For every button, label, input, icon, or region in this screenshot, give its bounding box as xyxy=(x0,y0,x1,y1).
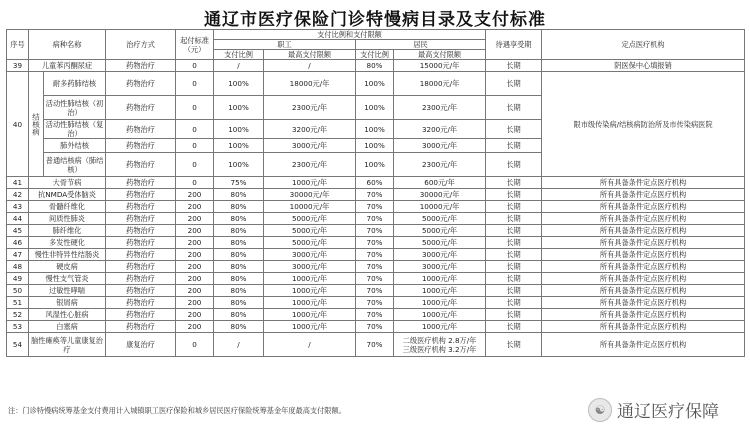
cell-emp-limit: 1000元/年 xyxy=(264,177,356,189)
header-disease: 病种名称 xyxy=(29,30,106,60)
cell-res-limit: 2300元/年 xyxy=(394,153,486,177)
cell-no: 48 xyxy=(7,261,29,273)
cell-disease: 银屑病 xyxy=(29,297,106,309)
cell-threshold: 200 xyxy=(176,213,214,225)
cell-disease: 耐多药肺结核 xyxy=(44,72,106,96)
cell-res-ratio: 60% xyxy=(356,177,394,189)
cell-disease: 肺外结核 xyxy=(44,139,106,153)
cell-res-ratio: 100% xyxy=(356,139,394,153)
cell-disease: 抗NMDA受体脑炎 xyxy=(29,189,106,201)
cell-institution: 所有具备条件定点医疗机构 xyxy=(542,201,745,213)
cell-period: 长期 xyxy=(486,201,542,213)
cell-emp-limit: 18000元/年 xyxy=(264,72,356,96)
cell-no: 39 xyxy=(7,60,29,72)
header-pay-group: 支付比例和支付限额 xyxy=(214,30,486,40)
cell-res-limit: 18000元/年 xyxy=(394,72,486,96)
cell-emp-limit: / xyxy=(264,60,356,72)
cell-threshold: 200 xyxy=(176,285,214,297)
cell-res-limit: 600元/年 xyxy=(394,177,486,189)
table-row xyxy=(7,237,745,249)
cell-disease: 慢性非特异性结肠炎 xyxy=(29,249,106,261)
cell-emp-limit: 10000元/年 xyxy=(264,201,356,213)
cell-method: 药物治疗 xyxy=(106,72,176,96)
cell-res-limit: 3000元/年 xyxy=(394,261,486,273)
cell-res-ratio: 70% xyxy=(356,237,394,249)
cell-no: 46 xyxy=(7,237,29,249)
cell-no: 49 xyxy=(7,273,29,285)
cell-emp-ratio: 80% xyxy=(214,273,264,285)
cell-method: 康复治疗 xyxy=(106,333,176,357)
cell-institution: 所有具备条件定点医疗机构 xyxy=(542,237,745,249)
table-row xyxy=(7,213,745,225)
cell-emp-ratio: 100% xyxy=(214,120,264,139)
cell-emp-ratio: 80% xyxy=(214,225,264,237)
cell-institution: 所有具备条件定点医疗机构 xyxy=(542,273,745,285)
cell-method: 药物治疗 xyxy=(106,201,176,213)
header-res-ratio: 支付比例 xyxy=(356,50,394,60)
cell-threshold: 200 xyxy=(176,249,214,261)
cell-disease: 脑性瘫痪等儿童康复治疗 xyxy=(29,333,106,357)
cell-method: 药物治疗 xyxy=(106,189,176,201)
cell-period: 长期 xyxy=(486,225,542,237)
cell-period: 长期 xyxy=(486,177,542,189)
cell-res-ratio: 70% xyxy=(356,333,394,357)
cell-period: 长期 xyxy=(486,285,542,297)
cell-threshold: 0 xyxy=(176,177,214,189)
cell-res-ratio: 100% xyxy=(356,96,394,120)
table-row xyxy=(7,225,745,237)
cell-emp-ratio: 80% xyxy=(214,249,264,261)
table-row xyxy=(7,177,745,189)
table-row xyxy=(7,285,745,297)
table-row xyxy=(7,309,745,321)
cell-res-ratio: 100% xyxy=(356,72,394,96)
cell-threshold: 0 xyxy=(176,153,214,177)
header-employee: 职工 xyxy=(214,40,356,50)
cell-emp-ratio: 75% xyxy=(214,177,264,189)
cell-emp-limit: / xyxy=(264,333,356,357)
header-resident: 居民 xyxy=(356,40,486,50)
cell-no: 54 xyxy=(7,333,29,357)
cell-institution: 所有具备条件定点医疗机构 xyxy=(542,285,745,297)
cell-disease: 多发性硬化 xyxy=(29,237,106,249)
cell-res-limit: 1000元/年 xyxy=(394,321,486,333)
cell-res-limit: 5000元/年 xyxy=(394,213,486,225)
cell-res-ratio: 100% xyxy=(356,153,394,177)
cell-period: 长期 xyxy=(486,60,542,72)
cell-threshold: 200 xyxy=(176,321,214,333)
cell-res-ratio: 80% xyxy=(356,60,394,72)
footnote: 注：门诊特慢病统筹基金支付费用计入城镇职工医疗保险和城乡居民医疗保险统筹基金年度最高支付限额。 xyxy=(8,406,346,415)
cell-threshold: 0 xyxy=(176,96,214,120)
cell-emp-ratio: 100% xyxy=(214,72,264,96)
cell-res-ratio: 70% xyxy=(356,249,394,261)
header-method: 治疗方式 xyxy=(106,30,176,60)
cell-disease: 普通结核病（肺结核） xyxy=(44,153,106,177)
cell-emp-limit: 1000元/年 xyxy=(264,309,356,321)
cell-institution: 所有具备条件定点医疗机构 xyxy=(542,261,745,273)
cell-disease: 儿童苯丙酮尿症 xyxy=(29,60,106,72)
table-row xyxy=(7,333,745,357)
cell-emp-limit: 3000元/年 xyxy=(264,261,356,273)
cell-emp-limit: 30000元/年 xyxy=(264,189,356,201)
cell-threshold: 200 xyxy=(176,201,214,213)
cell-threshold: 0 xyxy=(176,60,214,72)
cell-emp-limit: 1000元/年 xyxy=(264,297,356,309)
cell-threshold: 200 xyxy=(176,309,214,321)
cell-no: 45 xyxy=(7,225,29,237)
cell-emp-ratio: 80% xyxy=(214,201,264,213)
cell-threshold: 200 xyxy=(176,237,214,249)
table-row xyxy=(7,321,745,333)
cell-disease: 过敏性哮喘 xyxy=(29,285,106,297)
cell-method: 药物治疗 xyxy=(106,153,176,177)
cell-res-limit xyxy=(394,333,486,357)
cell-institution: 所有具备条件定点医疗机构 xyxy=(542,177,745,189)
cell-res-limit: 5000元/年 xyxy=(394,225,486,237)
cell-no: 42 xyxy=(7,189,29,201)
cell-threshold: 0 xyxy=(176,139,214,153)
cell-res-limit: 30000元/年 xyxy=(394,189,486,201)
header-period: 待遇享受期 xyxy=(486,30,542,60)
cell-res-limit: 5000元/年 xyxy=(394,237,486,249)
cell-disease: 硬皮病 xyxy=(29,261,106,273)
cell-emp-ratio: 80% xyxy=(214,309,264,321)
cell-emp-limit: 1000元/年 xyxy=(264,285,356,297)
cell-method: 药物治疗 xyxy=(106,60,176,72)
cell-method: 药物治疗 xyxy=(106,261,176,273)
cell-threshold: 200 xyxy=(176,261,214,273)
cell-no: 53 xyxy=(7,321,29,333)
cell-res-ratio: 70% xyxy=(356,213,394,225)
table-row xyxy=(7,189,745,201)
cell-res-ratio: 70% xyxy=(356,189,394,201)
cell-method: 药物治疗 xyxy=(106,237,176,249)
table-row xyxy=(7,201,745,213)
cell-institution: 所有具备条件定点医疗机构 xyxy=(542,189,745,201)
res-limit-line-1: 二级医疗机构 2.8万/年 xyxy=(402,335,477,345)
cell-disease: 肺纤维化 xyxy=(29,225,106,237)
cell-emp-ratio: 100% xyxy=(214,139,264,153)
cell-period: 长期 xyxy=(486,213,542,225)
cell-period: 长期 xyxy=(486,139,542,153)
cell-method: 药物治疗 xyxy=(106,297,176,309)
cell-res-ratio: 70% xyxy=(356,297,394,309)
cell-emp-ratio: 100% xyxy=(214,96,264,120)
cell-emp-limit: 3000元/年 xyxy=(264,249,356,261)
cell-threshold: 0 xyxy=(176,333,214,357)
cell-institution: 所有具备条件定点医疗机构 xyxy=(542,309,745,321)
cell-res-limit: 3000元/年 xyxy=(394,249,486,261)
cell-emp-limit: 3200元/年 xyxy=(264,120,356,139)
cell-threshold: 200 xyxy=(176,273,214,285)
header-threshold: 起付标准（元） xyxy=(176,30,214,60)
cell-group-label: 结核病 xyxy=(29,72,44,177)
cell-method: 药物治疗 xyxy=(106,96,176,120)
cell-period: 长期 xyxy=(486,273,542,285)
cell-method: 药物治疗 xyxy=(106,177,176,189)
cell-res-limit: 3000元/年 xyxy=(394,139,486,153)
cell-res-ratio: 70% xyxy=(356,321,394,333)
cell-period: 长期 xyxy=(486,333,542,357)
cell-institution: 所有具备条件定点医疗机构 xyxy=(542,249,745,261)
header-emp-ratio: 支付比例 xyxy=(214,50,264,60)
cell-emp-limit: 2300元/年 xyxy=(264,96,356,120)
cell-institution: 限市级传染病/结核病防治所及市传染病医院 xyxy=(542,72,745,177)
header-institution: 定点医疗机构 xyxy=(542,30,745,60)
cell-res-ratio: 70% xyxy=(356,273,394,285)
cell-res-limit: 1000元/年 xyxy=(394,273,486,285)
header-res-limit: 最高支付限额 xyxy=(394,50,486,60)
cell-emp-limit: 1000元/年 xyxy=(264,321,356,333)
watermark xyxy=(588,397,719,422)
cell-no: 41 xyxy=(7,177,29,189)
cell-res-limit: 1000元/年 xyxy=(394,285,486,297)
cell-no: 51 xyxy=(7,297,29,309)
cell-emp-ratio: 80% xyxy=(214,321,264,333)
cell-period: 长期 xyxy=(486,237,542,249)
cell-method: 药物治疗 xyxy=(106,273,176,285)
cell-method: 药物治疗 xyxy=(106,225,176,237)
cell-period: 长期 xyxy=(486,321,542,333)
cell-emp-limit: 5000元/年 xyxy=(264,225,356,237)
cell-res-ratio: 70% xyxy=(356,261,394,273)
cell-threshold: 200 xyxy=(176,189,214,201)
table-row xyxy=(7,249,745,261)
cell-method: 药物治疗 xyxy=(106,309,176,321)
cell-emp-limit: 3000元/年 xyxy=(264,139,356,153)
cell-method: 药物治疗 xyxy=(106,249,176,261)
cell-institution: 阴医保中心填报销 xyxy=(542,60,745,72)
table-row xyxy=(7,72,745,96)
table-row xyxy=(7,273,745,285)
cell-emp-ratio: 80% xyxy=(214,213,264,225)
cell-disease: 大骨节病 xyxy=(29,177,106,189)
res-limit-line-2: 三级医疗机构 3.2万/年 xyxy=(402,344,477,354)
catalog-table xyxy=(6,29,745,357)
table-row xyxy=(7,261,745,273)
cell-emp-ratio: 100% xyxy=(214,153,264,177)
cell-period: 长期 xyxy=(486,189,542,201)
cell-disease: 骨髓纤维化 xyxy=(29,201,106,213)
cell-method: 药物治疗 xyxy=(106,120,176,139)
cell-disease: 白塞病 xyxy=(29,321,106,333)
cell-threshold: 200 xyxy=(176,297,214,309)
table-row xyxy=(7,60,745,72)
table-row xyxy=(7,297,745,309)
cell-disease: 慢性支气管炎 xyxy=(29,273,106,285)
cell-res-limit: 2300元/年 xyxy=(394,96,486,120)
cell-period: 长期 xyxy=(486,249,542,261)
cell-emp-ratio: / xyxy=(214,333,264,357)
cell-res-limit: 3200元/年 xyxy=(394,120,486,139)
cell-institution: 所有具备条件定点医疗机构 xyxy=(542,321,745,333)
cell-threshold: 200 xyxy=(176,225,214,237)
cell-period: 长期 xyxy=(486,72,542,96)
cell-method: 药物治疗 xyxy=(106,285,176,297)
cell-res-limit: 1000元/年 xyxy=(394,309,486,321)
cell-emp-ratio: 80% xyxy=(214,189,264,201)
cell-no: 50 xyxy=(7,285,29,297)
cell-period: 长期 xyxy=(486,153,542,177)
cell-res-ratio: 70% xyxy=(356,309,394,321)
cell-no: 47 xyxy=(7,249,29,261)
watermark-text: 通辽医疗保障 xyxy=(617,402,719,422)
cell-threshold: 0 xyxy=(176,72,214,96)
cell-emp-ratio: 80% xyxy=(214,297,264,309)
cell-emp-ratio: 80% xyxy=(214,237,264,249)
wechat-logo-icon: ☯ xyxy=(588,398,612,422)
cell-no: 52 xyxy=(7,309,29,321)
cell-emp-ratio: 80% xyxy=(214,261,264,273)
cell-no: 40 xyxy=(7,72,29,177)
cell-method: 药物治疗 xyxy=(106,321,176,333)
cell-emp-limit: 1000元/年 xyxy=(264,273,356,285)
cell-institution: 所有具备条件定点医疗机构 xyxy=(542,225,745,237)
cell-disease: 间质性肺炎 xyxy=(29,213,106,225)
cell-emp-ratio: 80% xyxy=(214,285,264,297)
cell-emp-limit: 5000元/年 xyxy=(264,213,356,225)
cell-disease: 活动性肺结核（初治） xyxy=(44,96,106,120)
cell-res-ratio: 70% xyxy=(356,225,394,237)
cell-res-ratio: 70% xyxy=(356,285,394,297)
cell-period: 长期 xyxy=(486,261,542,273)
cell-emp-limit: 2300元/年 xyxy=(264,153,356,177)
header-seq: 序号 xyxy=(7,30,29,60)
cell-res-ratio: 100% xyxy=(356,120,394,139)
cell-disease: 活动性肺结核（复治） xyxy=(44,120,106,139)
header-emp-limit: 最高支付限额 xyxy=(264,50,356,60)
cell-res-ratio: 70% xyxy=(356,201,394,213)
cell-emp-ratio: / xyxy=(214,60,264,72)
page-title: 通辽市医疗保险门诊特慢病目录及支付标准 xyxy=(204,10,546,30)
cell-period: 长期 xyxy=(486,96,542,120)
cell-no: 44 xyxy=(7,213,29,225)
cell-method: 药物治疗 xyxy=(106,139,176,153)
cell-emp-limit: 5000元/年 xyxy=(264,237,356,249)
cell-institution: 所有具备条件定点医疗机构 xyxy=(542,333,745,357)
cell-period: 长期 xyxy=(486,120,542,139)
cell-disease: 风湿性心脏病 xyxy=(29,309,106,321)
cell-period: 长期 xyxy=(486,309,542,321)
cell-threshold: 0 xyxy=(176,120,214,139)
cell-period: 长期 xyxy=(486,297,542,309)
cell-institution: 所有具备条件定点医疗机构 xyxy=(542,213,745,225)
cell-institution: 所有具备条件定点医疗机构 xyxy=(542,297,745,309)
cell-res-limit: 15000元/年 xyxy=(394,60,486,72)
cell-res-limit: 10000元/年 xyxy=(394,201,486,213)
cell-method: 药物治疗 xyxy=(106,213,176,225)
cell-no: 43 xyxy=(7,201,29,213)
cell-res-limit: 1000元/年 xyxy=(394,297,486,309)
